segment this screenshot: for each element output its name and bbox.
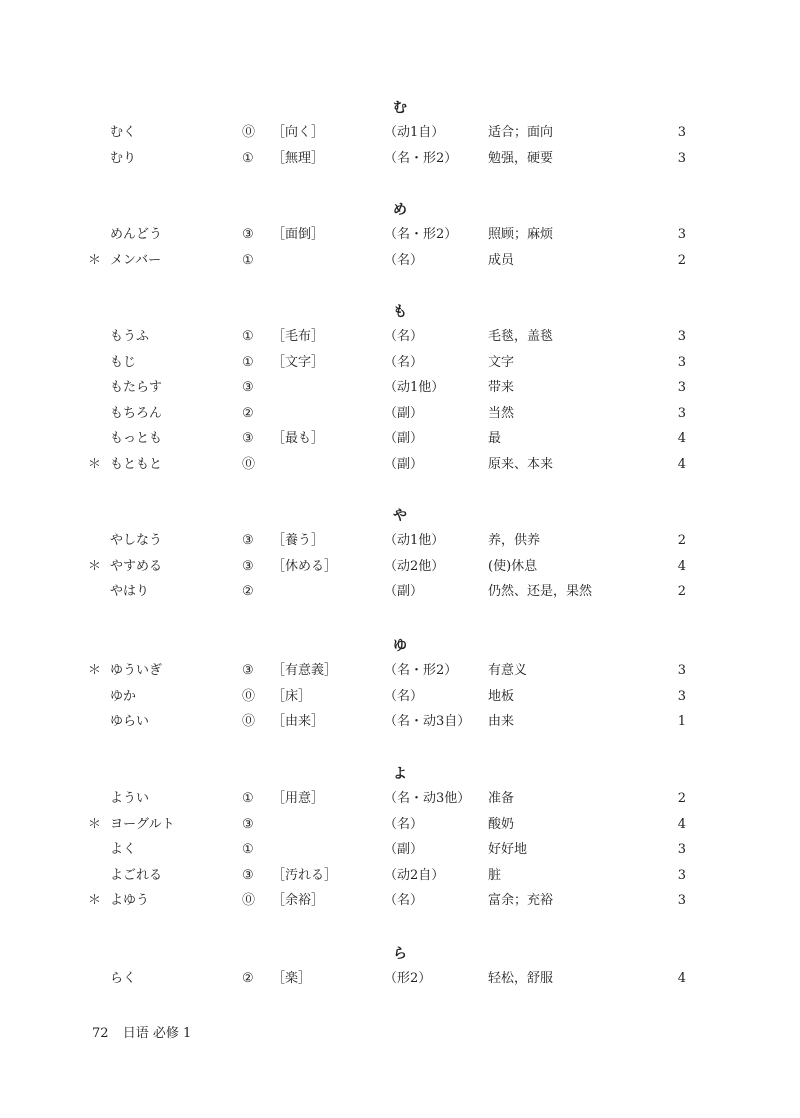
entry-kanji: ［楽］	[272, 971, 312, 986]
entry-pos: （形2）	[384, 971, 432, 986]
entry-lesson: 2	[677, 533, 686, 548]
entry-accent: ②	[242, 405, 254, 421]
page-footer	[92, 1024, 201, 1044]
entry-meaning: 有意义	[488, 663, 528, 678]
entry-accent: ①	[242, 150, 254, 166]
entry-meaning: 原来、本来	[488, 457, 554, 472]
entry-kanji: ［余裕］	[272, 893, 325, 909]
entry-pos: （动1他）	[384, 380, 445, 396]
entry-pos: （名・动3他）	[384, 791, 471, 806]
entry-star: ＊	[88, 893, 102, 909]
vocab-entry	[0, 530, 800, 552]
entry-accent: ⓪	[242, 457, 256, 472]
entry-kana: らく	[110, 971, 137, 986]
entry-accent: ②	[242, 584, 254, 600]
entry-lesson: 2	[677, 252, 686, 268]
entry-meaning: 脏	[488, 867, 502, 883]
entry-meaning: 勉强，硬要	[488, 150, 554, 166]
entry-kana: よく	[110, 842, 137, 858]
entry-kana: ゆういぎ	[110, 663, 163, 678]
entry-kanji: ［汚れる］	[272, 867, 338, 883]
entry-meaning: 酸奶	[488, 816, 515, 832]
entry-lesson: 3	[677, 893, 686, 909]
entry-kana: むく	[110, 125, 137, 140]
entry-kanji: ［無理］	[272, 150, 325, 166]
entry-meaning: 由来	[488, 714, 515, 730]
vocab-entry	[0, 403, 800, 425]
entry-lesson: 3	[677, 405, 686, 421]
entry-star: ＊	[88, 816, 102, 832]
vocab-entry	[0, 454, 800, 476]
entry-star: ＊	[88, 663, 102, 678]
section-heading: や	[393, 508, 407, 524]
vocab-entry	[0, 148, 800, 170]
entry-kana: やはり	[110, 584, 150, 600]
entry-accent: ⓪	[242, 714, 256, 730]
entry-kana: もちろん	[110, 405, 163, 421]
entry-kana: よごれる	[110, 867, 163, 883]
entry-accent: ③	[242, 431, 254, 447]
entry-lesson: 3	[677, 150, 686, 166]
entry-kana: めんどう	[110, 227, 163, 242]
entry-meaning: 好好地	[488, 842, 528, 858]
entry-meaning: 文字	[488, 354, 515, 370]
vocab-entry	[0, 865, 800, 887]
entry-accent: ②	[242, 971, 254, 986]
section-heading: め	[393, 202, 407, 218]
entry-kanji: ［最も］	[272, 431, 325, 447]
vocab-entry	[0, 122, 800, 144]
entry-kanji: ［床］	[272, 688, 312, 704]
entry-lesson: 2	[677, 584, 686, 600]
entry-accent: ③	[242, 533, 254, 548]
entry-accent: ①	[242, 354, 254, 370]
entry-accent: ③	[242, 663, 254, 678]
vocab-entry	[0, 788, 800, 810]
entry-lesson: 4	[677, 816, 686, 832]
page-number: 72	[92, 1026, 109, 1041]
entry-accent: ⓪	[242, 125, 256, 140]
entry-kana: もじ	[110, 354, 137, 370]
entry-pos: （名）	[384, 354, 424, 370]
entry-meaning: 富余；充裕	[488, 893, 554, 909]
entry-kana: メンバー	[110, 252, 162, 268]
entry-kana: もともと	[110, 457, 163, 472]
vocab-entry	[0, 326, 800, 348]
vocab-entry	[0, 814, 800, 836]
entry-kanji: ［有意義］	[272, 663, 338, 678]
entry-accent: ⓪	[242, 893, 256, 909]
entry-kana: やすめる	[110, 558, 163, 574]
entry-pos: （副）	[384, 457, 424, 472]
vocab-entry	[0, 250, 800, 272]
entry-meaning: 带来	[488, 380, 515, 396]
entry-kanji: ［休める］	[272, 558, 338, 574]
entry-kana: もうふ	[110, 329, 150, 344]
entry-meaning: 准备	[488, 791, 515, 806]
entry-pos: （动2自）	[384, 867, 445, 883]
entry-accent: ①	[242, 842, 254, 858]
entry-accent: ③	[242, 867, 254, 883]
entry-kanji: ［用意］	[272, 791, 325, 806]
entry-star: ＊	[88, 457, 102, 472]
section-heading: む	[393, 100, 407, 116]
entry-meaning: 成员	[488, 252, 515, 268]
section-heading: ら	[393, 946, 407, 962]
entry-lesson: 3	[677, 663, 686, 678]
entry-star: ＊	[88, 252, 102, 268]
entry-meaning: 适合；面向	[488, 125, 554, 140]
book-title: 日语 必修 1	[122, 1026, 192, 1041]
entry-meaning: 养，供养	[488, 533, 541, 548]
entry-accent: ①	[242, 791, 254, 806]
entry-pos: （名）	[384, 252, 424, 268]
entry-pos: （名・形2）	[384, 150, 458, 166]
section-heading: も	[393, 304, 407, 320]
section-heading: ゆ	[393, 638, 407, 654]
entry-kana: もっとも	[110, 431, 163, 447]
entry-lesson: 3	[677, 867, 686, 883]
vocab-entry	[0, 839, 800, 861]
entry-accent: ①	[242, 329, 254, 344]
entry-kanji: ［毛布］	[272, 329, 325, 344]
entry-kana: ゆらい	[110, 714, 150, 730]
vocab-entry	[0, 968, 800, 990]
entry-lesson: 4	[677, 971, 686, 986]
entry-lesson: 3	[677, 227, 686, 242]
entry-pos: （副）	[384, 584, 424, 600]
entry-meaning: 当然	[488, 405, 515, 421]
vocab-entry	[0, 686, 800, 708]
vocab-entry	[0, 224, 800, 246]
entry-kanji: ［養う］	[272, 533, 325, 548]
entry-lesson: 3	[677, 688, 686, 704]
entry-meaning: 轻松，舒服	[488, 971, 554, 986]
entry-meaning: 仍然、还是，果然	[488, 584, 593, 600]
entry-accent: ③	[242, 816, 254, 832]
entry-kana: ゆか	[110, 688, 137, 704]
entry-pos: （副）	[384, 405, 424, 421]
entry-kanji: ［面倒］	[272, 227, 325, 242]
entry-pos: （名・形2）	[384, 227, 458, 242]
entry-lesson: 4	[677, 457, 686, 472]
vocab-entry	[0, 377, 800, 399]
entry-lesson: 3	[677, 380, 686, 396]
entry-meaning: 地板	[488, 688, 515, 704]
entry-meaning: 毛毯，盖毯	[488, 329, 554, 344]
entry-accent: ③	[242, 380, 254, 396]
entry-pos: （动1自）	[384, 125, 445, 140]
entry-kana: よゆう	[110, 893, 150, 909]
entry-lesson: 3	[677, 354, 686, 370]
entry-pos: （动1他）	[384, 533, 445, 548]
entry-meaning: 最	[488, 431, 502, 447]
entry-star: ＊	[88, 558, 102, 574]
entry-pos: （名）	[384, 329, 424, 344]
vocab-entry	[0, 556, 800, 578]
entry-kanji: ［文字］	[272, 354, 325, 370]
entry-lesson: 4	[677, 431, 686, 447]
entry-pos: （副）	[384, 842, 424, 858]
entry-pos: （名・动3自）	[384, 714, 471, 730]
entry-accent: ⓪	[242, 688, 256, 704]
entry-kana: むり	[110, 150, 137, 166]
entry-pos: （动2他）	[384, 558, 445, 574]
entry-pos: （名・形2）	[384, 663, 458, 678]
vocab-entry	[0, 660, 800, 682]
entry-kana: ようい	[110, 791, 150, 806]
vocab-entry	[0, 352, 800, 374]
vocab-entry	[0, 428, 800, 450]
entry-kanji: ［向く］	[272, 125, 325, 140]
entry-lesson: 3	[677, 125, 686, 140]
entry-lesson: 1	[677, 714, 686, 730]
entry-lesson: 4	[677, 558, 686, 574]
entry-kanji: ［由来］	[272, 714, 325, 730]
entry-accent: ③	[242, 558, 254, 574]
entry-accent: ③	[242, 227, 254, 242]
entry-kana: ヨーグルト	[110, 816, 175, 832]
vocab-entry	[0, 581, 800, 603]
entry-lesson: 3	[677, 842, 686, 858]
entry-meaning: (使)休息	[488, 558, 538, 574]
entry-pos: （名）	[384, 893, 424, 909]
entry-pos: （名）	[384, 816, 424, 832]
entry-lesson: 3	[677, 329, 686, 344]
entry-accent: ①	[242, 252, 254, 268]
entry-pos: （名）	[384, 688, 424, 704]
entry-lesson: 2	[677, 791, 686, 806]
vocab-entry	[0, 711, 800, 733]
vocab-entry	[0, 890, 800, 912]
entry-kana: もたらす	[110, 380, 163, 396]
entry-pos: （副）	[384, 431, 424, 447]
entry-kana: やしなう	[110, 533, 163, 548]
entry-meaning: 照顾；麻烦	[488, 227, 554, 242]
section-heading: よ	[393, 766, 407, 782]
